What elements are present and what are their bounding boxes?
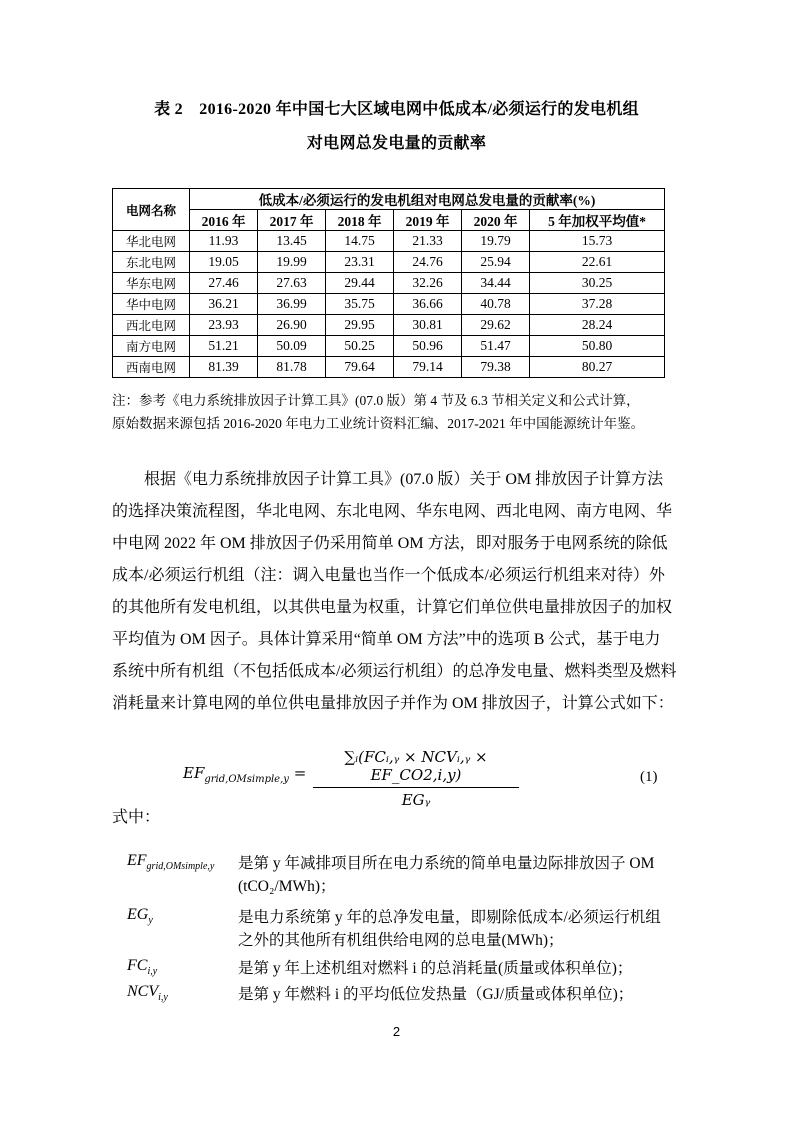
value-cell: 34.44 <box>462 273 530 294</box>
value-cell: 79.14 <box>394 357 462 378</box>
symbol-main: EG <box>127 906 149 923</box>
value-cell: 29.44 <box>326 273 394 294</box>
definition-line: 是第 y 年减排项目所在电力系统的简单电量边际排放因子 OM <box>238 855 655 872</box>
formula-lhs-main: EF <box>183 764 205 782</box>
value-cell: 36.66 <box>394 294 462 315</box>
value-cell: 50.25 <box>326 336 394 357</box>
value-cell: 35.75 <box>326 294 394 315</box>
table-row <box>113 294 665 315</box>
value-cell: 36.21 <box>190 294 258 315</box>
symbol-main: NCV <box>127 983 159 1000</box>
where-label: 式中： <box>112 809 161 826</box>
value-cell: 15.73 <box>530 231 665 252</box>
formula-fraction <box>313 748 519 809</box>
value-cell: 81.39 <box>190 357 258 378</box>
table-row <box>113 336 665 357</box>
contribution-table <box>112 188 665 378</box>
value-cell: 27.46 <box>190 273 258 294</box>
value-cell: 30.25 <box>530 273 665 294</box>
corner-header: 电网名称 <box>113 189 190 231</box>
value-cell: 50.09 <box>258 336 326 357</box>
column-header: 2017 年 <box>258 210 326 231</box>
table-caption-line-2: 对电网总发电量的贡献率 <box>306 135 487 152</box>
value-cell: 51.21 <box>190 336 258 357</box>
value-cell: 40.78 <box>462 294 530 315</box>
definition-symbol <box>127 852 214 872</box>
symbol-sub: i,y <box>147 966 158 978</box>
table-row <box>113 252 665 273</box>
definition-line: 是电力系统第 y 年的总净发电量，即剔除低成本/必须运行机组 <box>238 909 661 926</box>
value-cell: 23.31 <box>326 252 394 273</box>
value-cell: 29.62 <box>462 315 530 336</box>
value-cell: 50.96 <box>394 336 462 357</box>
value-cell: 25.94 <box>462 252 530 273</box>
paragraph-line: 消耗量来计算电网的单位供电量排放因子并作为 OM 排放因子，计算公式如下： <box>112 695 674 712</box>
grid-name-cell: 西北电网 <box>113 315 190 336</box>
value-cell: 51.47 <box>462 336 530 357</box>
equation-number: (1) <box>640 769 658 785</box>
value-cell: 79.64 <box>326 357 394 378</box>
table-caption-line-1: 表 2 2016-2020 年中国七大区域电网中低成本/必须运行的发电机组 <box>154 101 639 118</box>
value-cell: 22.61 <box>530 252 665 273</box>
definition-line: (tCO₂/MWh)； <box>238 878 336 895</box>
paragraph-line: 系统中所有机组（不包括低成本/必须运行机组）的总净发电量、燃料类型及燃料 <box>112 663 677 680</box>
value-cell: 81.78 <box>258 357 326 378</box>
value-cell: 30.81 <box>394 315 462 336</box>
definition-text <box>238 983 678 1006</box>
grid-name-cell: 华东电网 <box>113 273 190 294</box>
paragraph-line: 的选择决策流程图，华北电网、东北电网、华东电网、西北电网、南方电网、华 <box>112 503 673 520</box>
column-header: 2018 年 <box>326 210 394 231</box>
definition-line: 是第 y 年燃料 i 的平均低位发热量（GJ/质量或体积单位)； <box>238 986 634 1003</box>
value-cell: 19.05 <box>190 252 258 273</box>
grid-name-cell: 西南电网 <box>113 357 190 378</box>
formula-lhs <box>183 764 306 785</box>
table-note-line-2: 原始数据来源包括 2016-2020 年电力工业统计资料汇编、2017-2021 年中国能源统计年鉴。 <box>112 416 645 431</box>
table-row <box>113 357 665 378</box>
formula-equals: = <box>293 764 307 782</box>
value-cell: 28.24 <box>530 315 665 336</box>
value-cell: 13.45 <box>258 231 326 252</box>
value-cell: 50.80 <box>530 336 665 357</box>
symbol-sub: grid,OMsimple,y <box>146 861 215 873</box>
grid-name-cell: 华中电网 <box>113 294 190 315</box>
value-cell: 27.63 <box>258 273 326 294</box>
value-cell: 19.99 <box>258 252 326 273</box>
definition-line: 之外的其他所有机组供给电网的总电量(MWh)； <box>238 932 564 949</box>
column-header: 5 年加权平均值* <box>530 210 665 231</box>
definition-text <box>238 852 678 898</box>
symbol-sub: i,y <box>158 992 168 1004</box>
fraction-bar <box>313 787 519 788</box>
column-header: 2019 年 <box>394 210 462 231</box>
column-header: 2016 年 <box>190 210 258 231</box>
table-row <box>113 315 665 336</box>
definition-symbol <box>127 957 157 977</box>
formula-denominator: EGᵧ <box>401 791 431 809</box>
table-row <box>113 273 665 294</box>
value-cell: 32.26 <box>394 273 462 294</box>
value-cell: 79.38 <box>462 357 530 378</box>
paragraph-line: 根据《电力系统排放因子计算工具》(07.0 版）关于 OM 排放因子计算方法 <box>112 471 664 488</box>
paragraph-line: 成本/必须运行机组（注：调入电量也当作一个低成本/必须运行机组来对待）外 <box>112 567 665 584</box>
value-cell: 19.79 <box>462 231 530 252</box>
grid-name-cell: 南方电网 <box>113 336 190 357</box>
definition-symbol <box>127 983 168 1003</box>
definition-symbol <box>127 906 153 926</box>
value-cell: 11.93 <box>190 231 258 252</box>
definition-text <box>238 906 678 952</box>
value-cell: 14.75 <box>326 231 394 252</box>
value-cell: 26.90 <box>258 315 326 336</box>
value-cell: 29.95 <box>326 315 394 336</box>
value-cell: 23.93 <box>190 315 258 336</box>
table-row <box>113 231 665 252</box>
value-cell: 24.76 <box>394 252 462 273</box>
value-cell: 37.28 <box>530 294 665 315</box>
formula-lhs-sub: grid,OMsimple,y <box>204 774 289 785</box>
grid-name-cell: 华北电网 <box>113 231 190 252</box>
column-header: 2020 年 <box>462 210 530 231</box>
symbol-main: FC <box>127 957 148 974</box>
group-header: 低成本/必须运行的发电机组对电网总发电量的贡献率(%) <box>190 189 665 210</box>
value-cell: 21.33 <box>394 231 462 252</box>
paragraph-line: 的其他所有发电机组，以其供电量为权重，计算它们单位供电量排放因子的加权 <box>112 599 673 616</box>
formula-numerator: ∑ᵢ(FCᵢ,ᵧ × NCVᵢ,ᵧ × EF_CO2,i,y) <box>344 748 488 784</box>
paragraph-line: 平均值为 OM 因子。具体计算采用“简单 OM 方法”中的选项 B 公式，基于电力 <box>112 631 661 648</box>
value-cell: 80.27 <box>530 357 665 378</box>
symbol-main: EF <box>127 852 147 869</box>
grid-name-cell: 东北电网 <box>113 252 190 273</box>
symbol-sub: y <box>148 915 153 927</box>
definition-text <box>238 957 678 980</box>
page-number: 2 <box>392 1024 401 1039</box>
paragraph-line: 中电网 2022 年 OM 排放因子仍采用简单 OM 方法，即对服务于电网系统的除低 <box>112 535 668 552</box>
definition-line: 是第 y 年上述机组对燃料 i 的总消耗量(质量或体积单位)； <box>238 960 633 977</box>
value-cell: 36.99 <box>258 294 326 315</box>
table-note-line-1: 注：参考《电力系统排放因子计算工具》(07.0 版）第 4 节及 6.3 节相关定义和公式计算， <box>112 393 640 408</box>
